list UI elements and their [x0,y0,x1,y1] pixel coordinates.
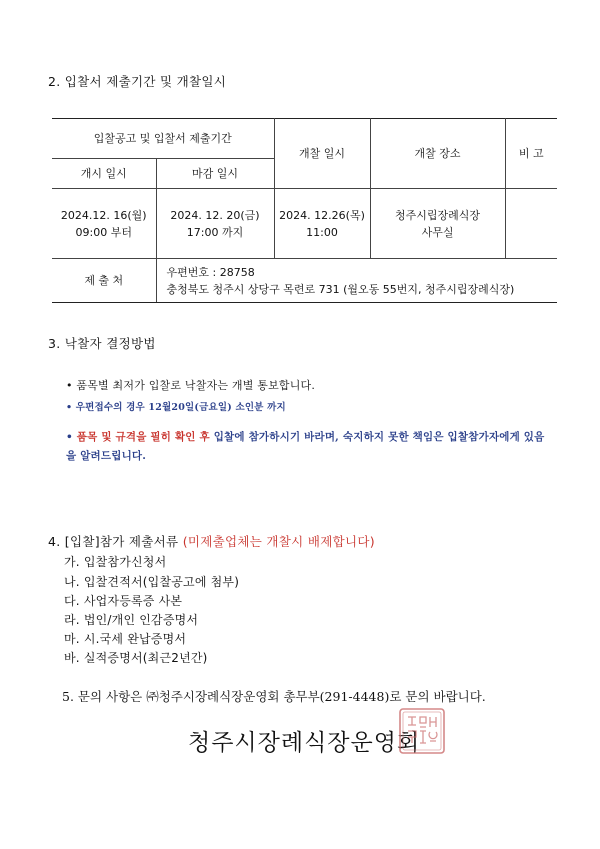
official-seal-icon [398,707,446,755]
postal-code: 우편번호 : 28758 [166,265,255,279]
opening-cell [274,189,370,259]
place-line1: 청주시립장례식장 [395,208,481,222]
section4-title: 4. [입찰]참가 제출서류 [48,534,179,549]
note-header: 비 고 [505,119,557,189]
address: 충청북도 청주시 상당구 목련로 731 (월오동 55번지, 청주시립장례식장) [166,282,515,296]
opening-date: 2024. 12.26(목) [279,208,365,222]
doc-item: 다. 사업자등록증 사본 [64,594,183,608]
submit-address-cell [156,259,557,303]
doc-item: 마. 시.국세 완납증명서 [64,632,187,646]
close-header: 마감 일시 [156,159,274,189]
bullet-warning [66,428,546,466]
open-cell [52,189,156,259]
close-time: 17:00 까지 [186,225,244,239]
doc-item: 가. 입찰참가신청서 [64,555,167,569]
contact-line: 5. 문의 사항은 ㈜청주시장례식장운영회 총무부(291-4448)로 문의 바랍니다. [62,689,486,704]
submit-label: 제 출 처 [52,259,156,303]
place-line2: 사무실 [421,225,454,239]
warning-red-text: 품목 및 규격을 필히 확인 후 [76,431,210,443]
bullet-postal-deadline: • 우편접수의 경우 12월20일(금요일) 소인분 까지 [66,402,286,413]
note-cell [505,189,557,259]
group-header: 입찰공고 및 입찰서 제출기간 [52,119,274,159]
section4-heading [48,532,375,550]
open-header: 개시 일시 [52,159,156,189]
warning-blue-text: 입찰에 참가하시기 바라며, 숙지하지 못한 책임은 입찰참가자에게 있음을 알려드립니다. [66,431,545,462]
close-cell [156,189,274,259]
open-date: 2024.12. 16(월) [60,208,147,222]
place-cell [370,189,505,259]
doc-item: 나. 입찰견적서(입찰공고에 첨부) [64,575,240,589]
section2-heading: 2. 입찰서 제출기간 및 개찰일시 [48,74,227,89]
doc-item: 라. 법인/개인 인감증명서 [64,613,199,627]
bullet-marker: • [66,431,73,443]
doc-item: 바. 실적증명서(최근2년간) [64,651,208,665]
opening-time: 11:00 [306,225,338,239]
section3-heading: 3. 낙찰자 결정방법 [48,336,156,351]
bullet-lowest-price: • 품목별 최저가 입찰로 낙찰자는 개별 통보합니다. [66,379,316,392]
close-date: 2024. 12. 20(금) [170,208,260,222]
schedule-table [52,118,557,303]
section4-note: (미제출업체는 개찰시 배제합니다) [182,534,375,549]
place-header: 개찰 장소 [370,119,505,189]
organization-name: 청주시장례식장운영회 [188,730,421,756]
open-time: 09:00 부터 [75,225,132,239]
opening-header: 개찰 일시 [274,119,370,189]
